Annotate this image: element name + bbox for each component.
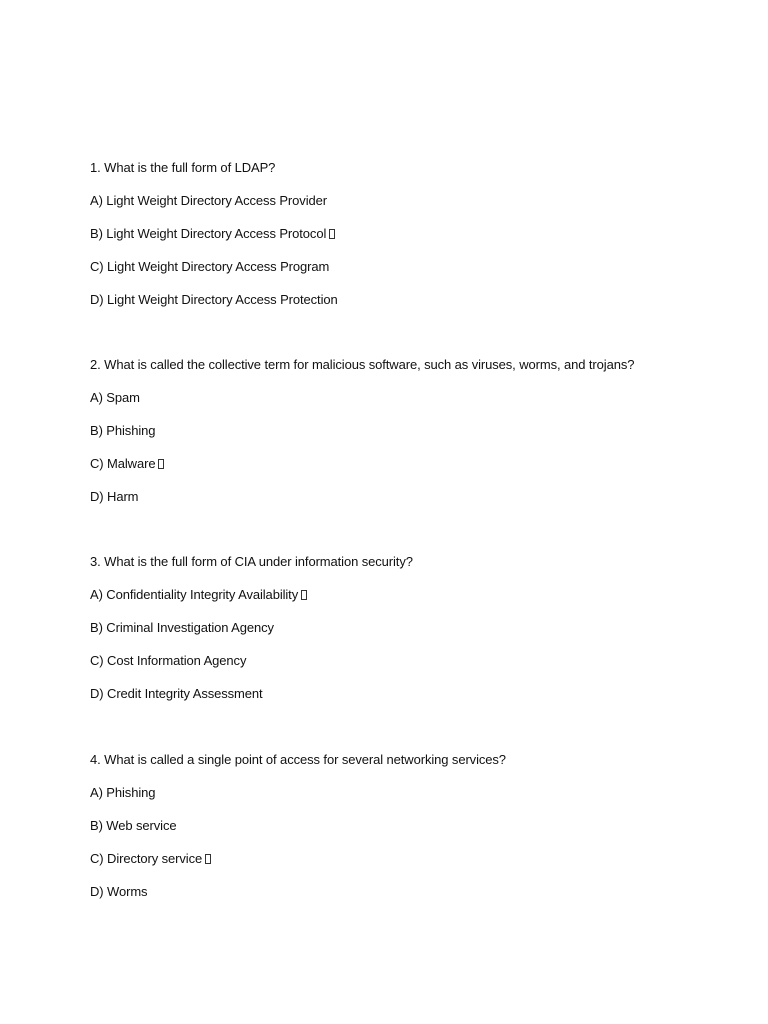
question-1-option-a	[90, 192, 730, 209]
answer-mark-icon	[301, 590, 307, 600]
option-label: A) Light Weight Directory Access Provider	[90, 193, 327, 208]
question-4-text: 4. What is called a single point of access for several networking services?	[90, 752, 506, 767]
question-2-option-c	[90, 455, 730, 472]
question-4-option-a	[90, 784, 730, 801]
question-2-text: 2. What is called the collective term for malicious software, such as viruses, worms, and trojans?	[90, 357, 635, 372]
option-label: D) Worms	[90, 884, 148, 899]
option-label: C) Directory service	[90, 851, 203, 866]
option-label: C) Cost Information Agency	[90, 653, 247, 668]
option-label: B) Light Weight Directory Access Protocol	[90, 226, 327, 241]
answer-mark-icon	[158, 459, 164, 469]
question-4-option-c	[90, 850, 730, 867]
option-label: D) Light Weight Directory Access Protection	[90, 292, 338, 307]
question-1-option-c	[90, 258, 730, 275]
question-2-option-b	[90, 422, 730, 439]
question-3-option-a	[90, 586, 730, 603]
question-1-text: 1. What is the full form of LDAP?	[90, 160, 276, 175]
question-2-option-a	[90, 389, 730, 406]
question-1	[90, 159, 730, 308]
question-3-text: 3. What is the full form of CIA under information security?	[90, 554, 413, 569]
question-3-option-d	[90, 685, 730, 702]
option-label: A) Confidentiality Integrity Availability	[90, 587, 299, 602]
question-2-option-d	[90, 488, 730, 505]
question-4	[90, 751, 730, 900]
question-2	[90, 356, 730, 505]
option-label: B) Web service	[90, 818, 177, 833]
question-1-option-b	[90, 225, 730, 242]
option-label: B) Criminal Investigation Agency	[90, 620, 274, 635]
question-3-option-c	[90, 652, 730, 669]
question-3-option-b	[90, 619, 730, 636]
option-label: C) Malware	[90, 456, 156, 471]
option-label: A) Phishing	[90, 785, 156, 800]
question-1-option-d	[90, 291, 730, 308]
question-4-option-b	[90, 817, 730, 834]
question-3	[90, 553, 730, 702]
option-label: A) Spam	[90, 390, 140, 405]
answer-mark-icon	[329, 229, 335, 239]
option-label: C) Light Weight Directory Access Program	[90, 259, 330, 274]
question-4-option-d	[90, 883, 730, 900]
option-label: D) Credit Integrity Assessment	[90, 686, 263, 701]
option-label: D) Harm	[90, 489, 139, 504]
answer-mark-icon	[205, 854, 211, 864]
option-label: B) Phishing	[90, 423, 156, 438]
